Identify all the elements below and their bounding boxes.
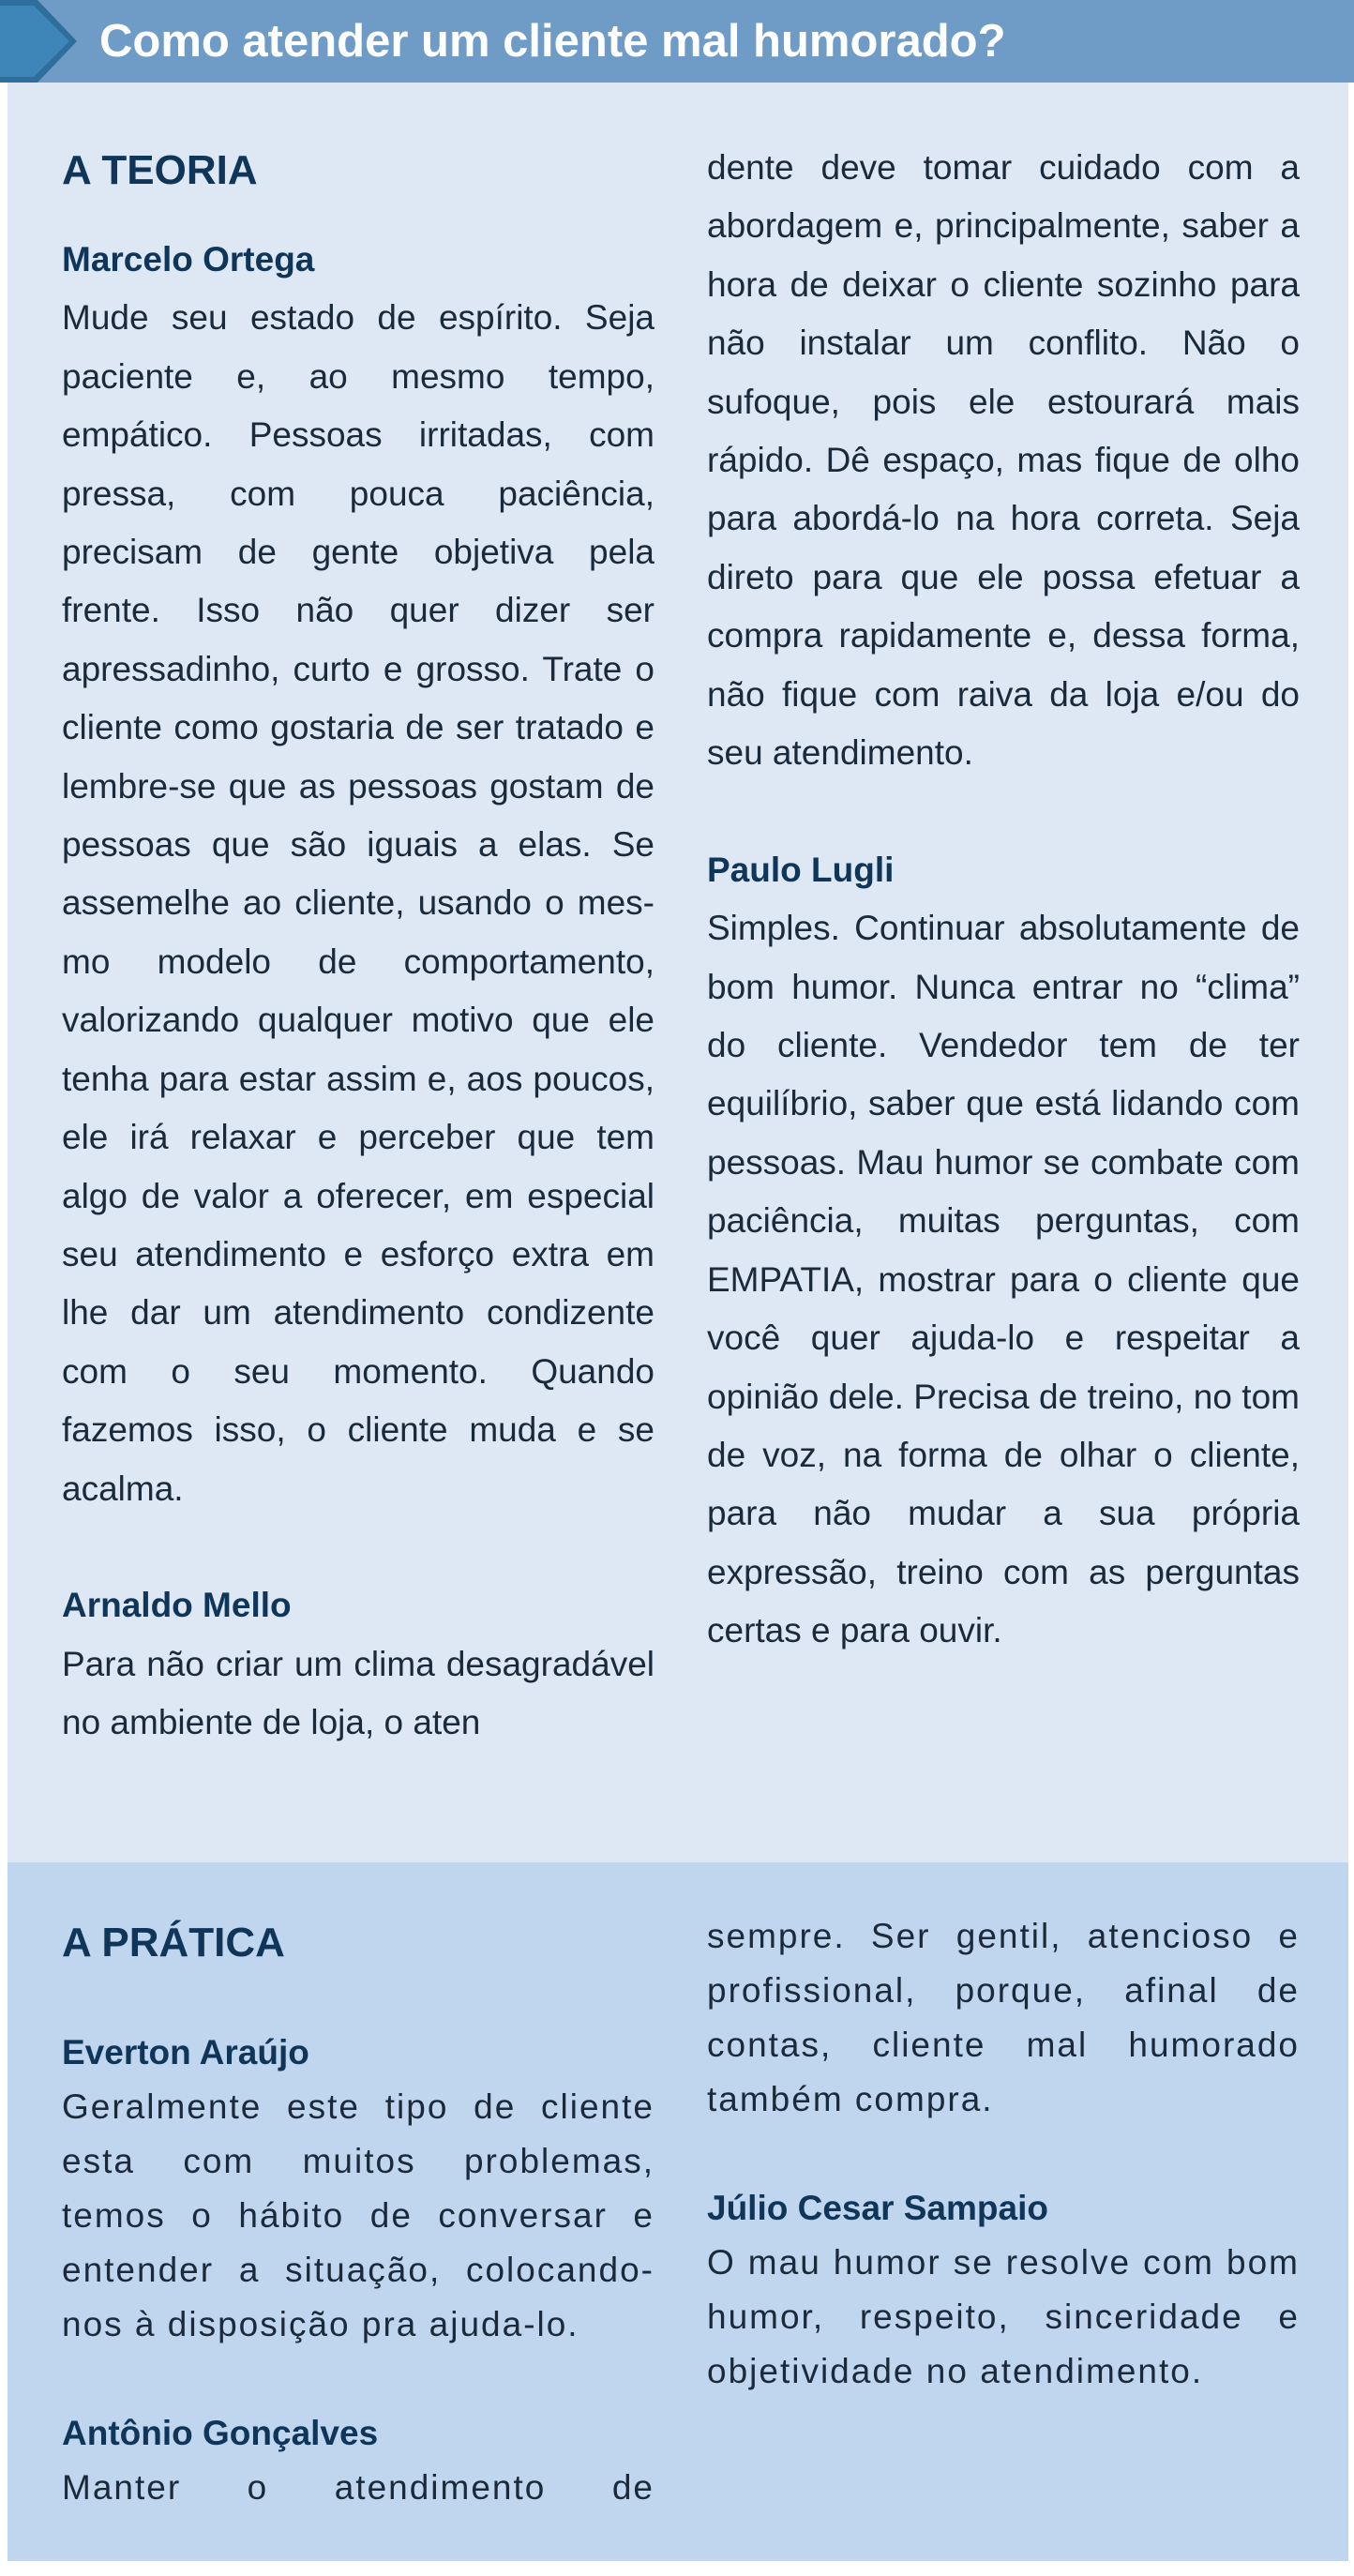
author-paulo-lugli: Paulo Lugli: [707, 850, 895, 889]
quote-marcelo-ortega: Mude seu estado de espírito. Seja paciente e, ao mesmo tempo, empático. Pessoas irritadas, com pressa, com pouca paciência, precisam de gente objetiva pela frente. Isso não quer dizer ser apressadinho, curto e grosso. Trate o cliente como gostaria de ser tratado e lembre-se que as pessoas gostam de pessoas que são iguais a elas. Se assemelhe ao cliente, usando o mesmo modelo de comportamento, valorizando qualquer motivo que ele tenha para estar assim e, aos poucos, ele irá relaxar e perceber que tem algo de valor a oferecer, em especial seu atendimento e esforço extra em lhe dar um atendimento condizente com o seu momento. Quando fazemos isso, o cliente muda e se acalma.: [62, 298, 654, 1508]
theory-heading: A TEORIA: [62, 147, 258, 193]
bottom-margin: [0, 2561, 1354, 2576]
quote-paulo-lugli: Simples. Continuar absolutamente de bom humor. Nunca entrar no “clima” do cliente. Vendedor tem de ter equilíbrio, saber que está lidando com pessoas. Mau humor se combate com paciência, muitas perguntas, com EMPATIA, mostrar para o cliente que você quer ajuda-lo e respeitar a opinião dele. Precisa de treino, no tom de voz, na forma de olhar o cliente, para não mudar a sua própria expressão, treino com as perguntas certas e para ouvir.: [707, 909, 1300, 1650]
quote-antonio-goncalves-continued: sempre. Ser gentil, atencioso e profissional, porque, afinal de contas, cliente mal humorado também compra.: [707, 1917, 1300, 2118]
quote-everton-araujo: Geralmente este tipo de cliente esta com muitos problemas, temos o hábito de conversar e entender a situação, colocando-nos à disposição pra ajuda-lo.: [62, 2087, 654, 2343]
author-everton-araujo: Everton Araújo: [62, 2033, 309, 2071]
author-julio-cesar-sampaio: Júlio Cesar Sampaio: [707, 2189, 1048, 2227]
author-antonio-goncalves: Antônio Gonçalves: [62, 2414, 379, 2452]
quote-julio-cesar-sampaio: O mau humor se resolve com bom humor, respeito, sinceridade e objetividade no atendimento.: [707, 2243, 1300, 2390]
header-bar: [0, 0, 1354, 83]
practice-heading: A PRÁTICA: [62, 1920, 285, 1966]
quote-arnaldo-mello-start: Para não criar um clima desagradável no ambiente de loja, o aten: [62, 1644, 654, 1742]
practice-right-column: [707, 1909, 1300, 2399]
page-title: Como atender um cliente mal humorado?: [99, 16, 1006, 67]
arrow-icon: [0, 0, 77, 83]
theory-section: [8, 83, 1348, 1862]
theory-right-column: [707, 139, 1300, 1661]
practice-section: [8, 1862, 1348, 2561]
author-marcelo-ortega: Marcelo Ortega: [62, 240, 315, 279]
practice-left-column: [62, 1909, 654, 2515]
quote-antonio-goncalves-start: Manter o atendimento de: [62, 2468, 654, 2507]
author-arnaldo-mello: Arnaldo Mello: [62, 1586, 292, 1625]
quote-arnaldo-mello-continued: dente deve tomar cuidado com a abordagem e, principalmente, saber a hora de deixar o cliente sozinho para não instalar um conflito. Não o sufoque, pois ele estourará mais rápido. Dê espaço, mas fique de olho para abordá-lo na hora correta. Seja direto para que ele possa efetuar a compra rapidamente e, dessa forma, não fique com raiva da loja e/ou do seu atendimento.: [707, 148, 1300, 773]
theory-left-column: [62, 139, 654, 1753]
